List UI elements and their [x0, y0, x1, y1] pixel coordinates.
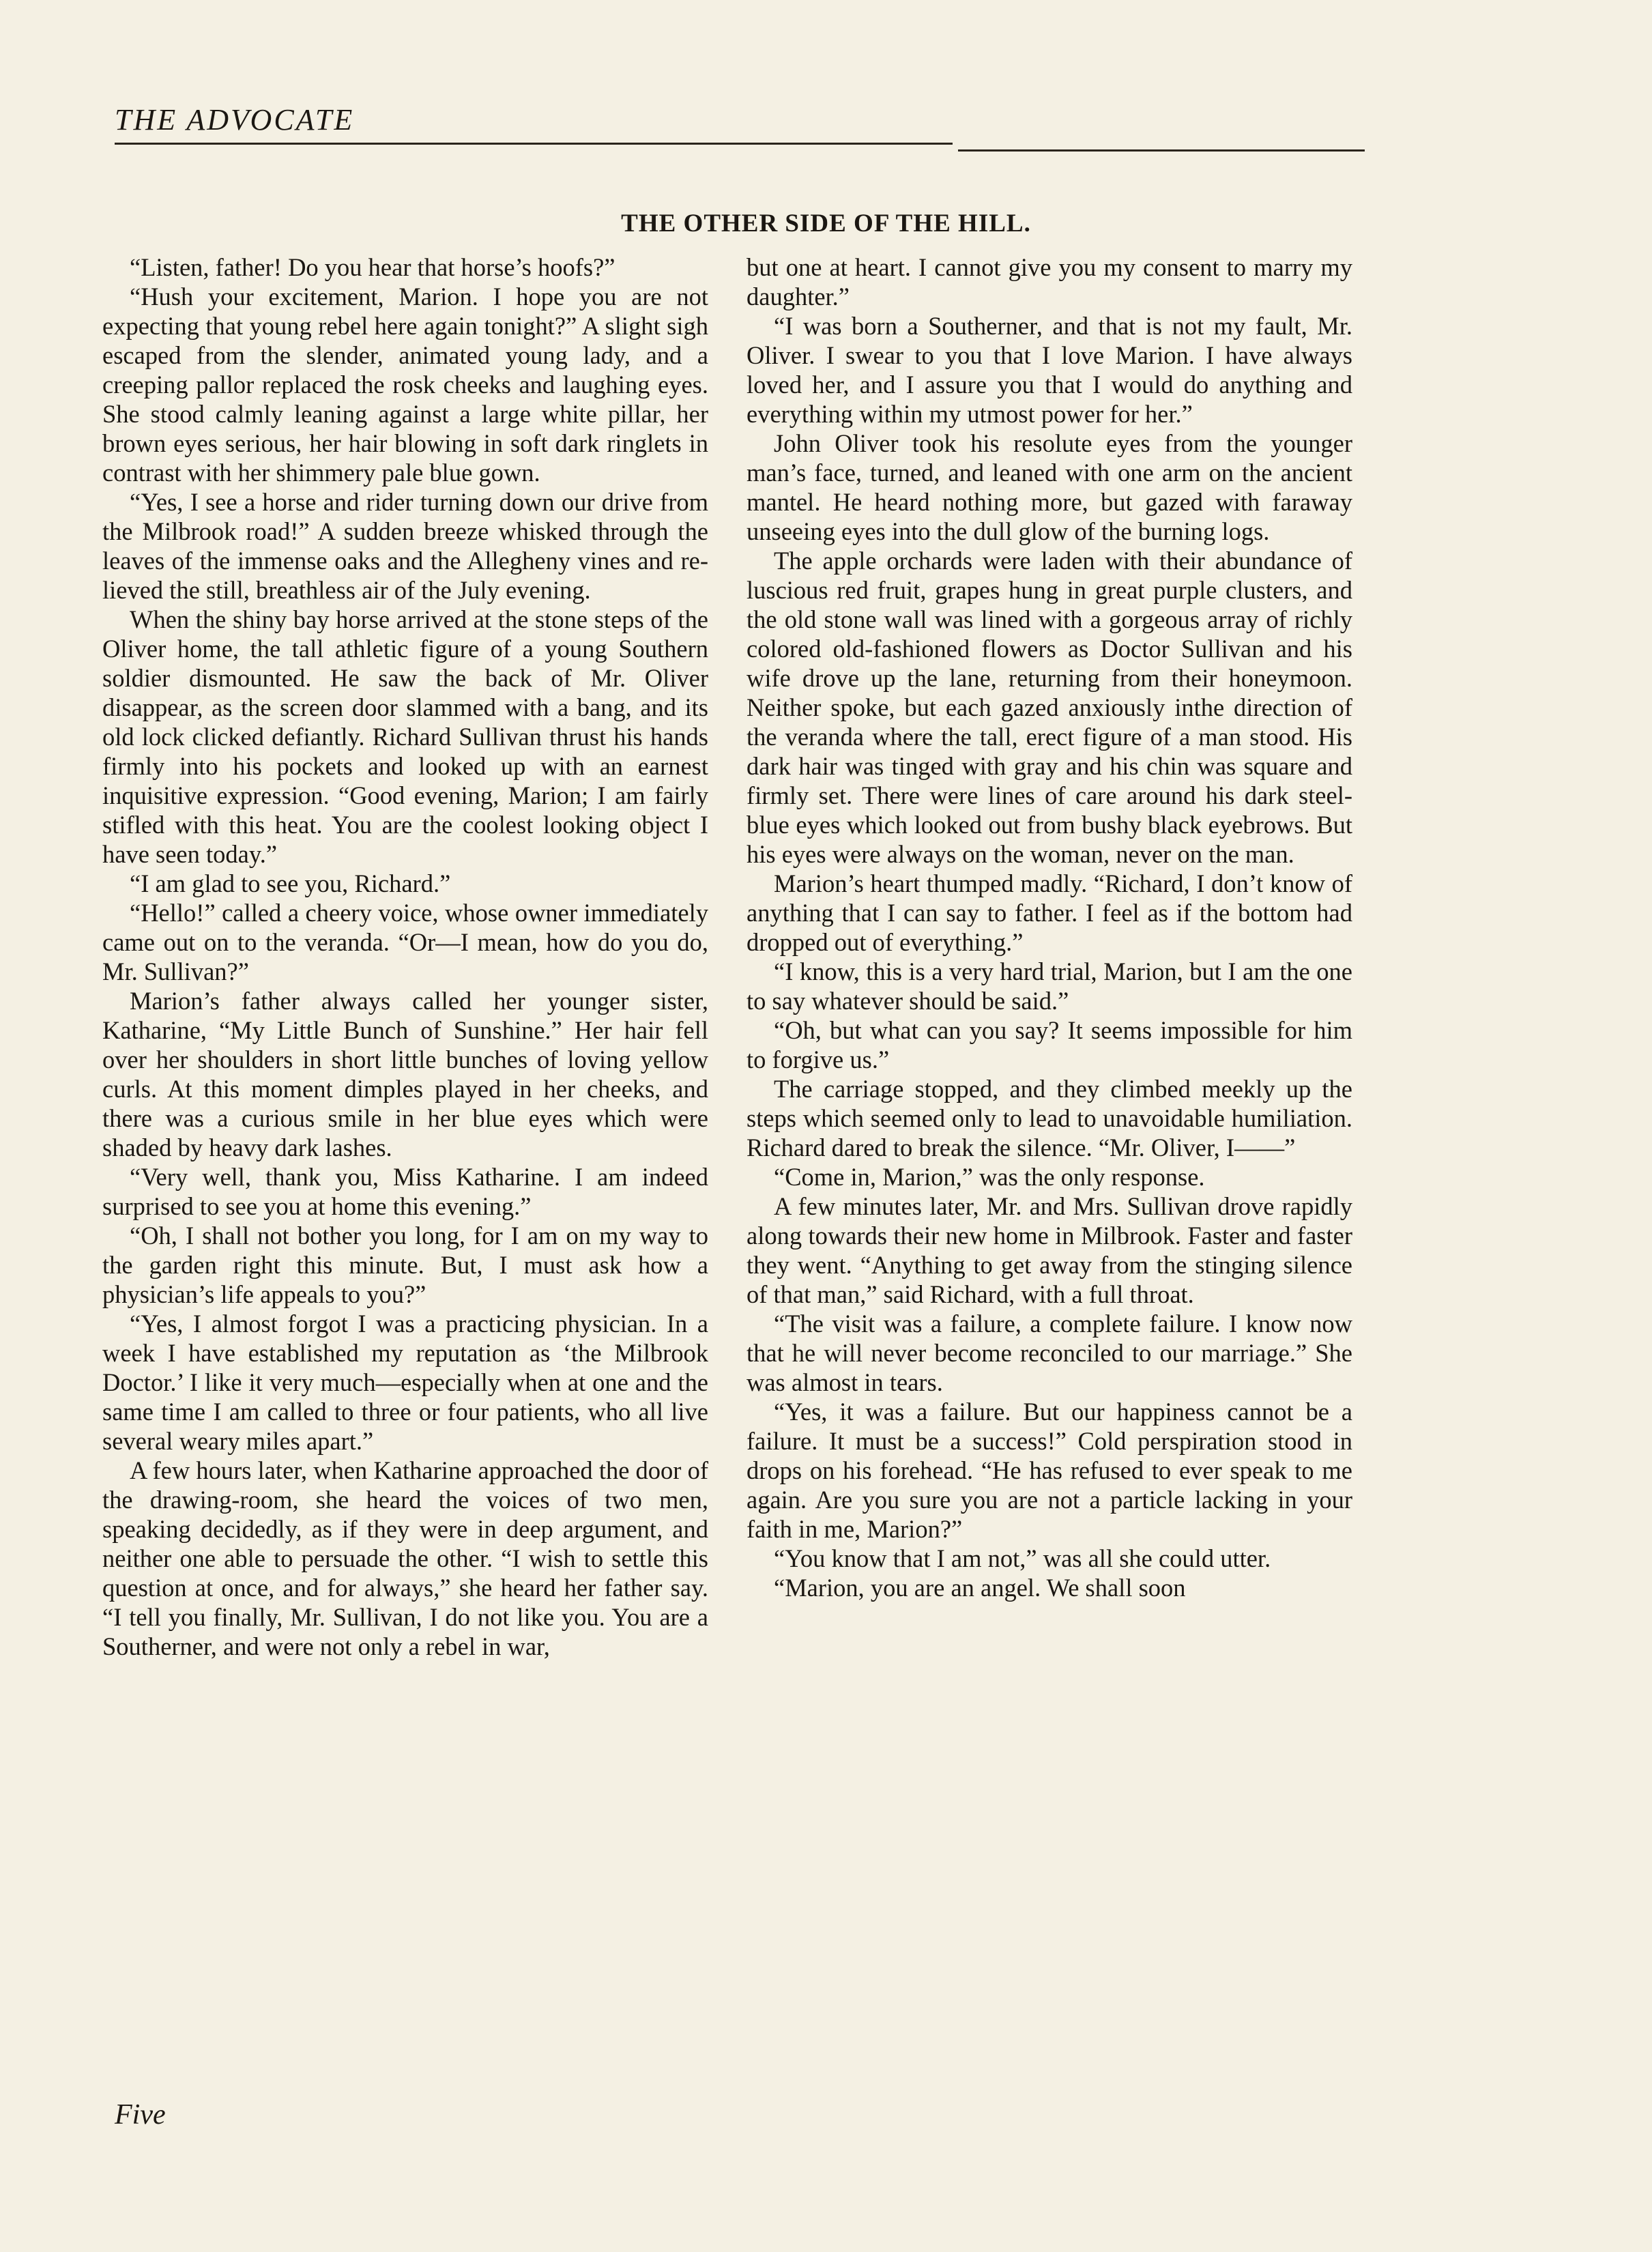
header-rule-left: [115, 143, 953, 145]
paragraph: “The visit was a failure, a complete failure. I know now that he will never become reconciled to our marriage.” She was almost in tears.: [747, 1310, 1352, 1396]
header-rule-right: [958, 149, 1365, 151]
paragraph: When the shiny bay horse arrived at the stone steps of the Oliver home, the tall athletic figure of a young Southern soldier dismounted. He saw the back of Mr. Oliver disappear, as the screen door slammed with a bang, and its old lock clicked defiantly. Richard Sullivan thrust his hands firmly into his pockets and looked up with an earnest inquisitive expression. “Good evening, Marion; I am fairly stifled with this heat. You are the coolest looking object I have seen today.”: [102, 605, 708, 868]
running-header: THE ADVOCATE: [115, 103, 355, 136]
paragraph: Marion’s heart thumped madly. “Richard, I don’t know of anything that I can say to father. I feel as if the bottom had dropped out of everything.”: [747, 869, 1352, 956]
paragraph: A few hours later, when Katharine approached the door of the drawing-room, she heard the voices of two men, speaking decidedly, as if they were in deep argument, and neither one able to persuade the other. “I wish to settle this question at once, and for always,” she heard her father say. “I tell you finally, Mr. Sullivan, I do not like you. You are a Southerner, and were not only a rebel in war,: [102, 1456, 708, 1660]
paragraph-continued: but one at heart. I cannot give you my consent to marry my daughter.”: [747, 253, 1352, 311]
paragraph: “I know, this is a very hard trial, Marion, but I am the one to say whatever should be said.”: [747, 957, 1352, 1015]
paragraph: “Oh, I shall not bother you long, for I am on my way to the garden right this minute. But, I must ask how a physician’s life appeals to you?”: [102, 1222, 708, 1308]
page-number: Five: [115, 2099, 166, 2131]
paragraph: “Hush your excitement, Marion. I hope you are not expecting that young rebel here again tonight?” A slight sigh escaped from the slender, animated young lady, and a creeping pallor replaced the rosk cheeks and laughing eyes. She stood calmly leaning against a large white pillar, her brown eyes serious, her hair blowing in soft dark ringlets in contrast with her shimmery pale blue gown.: [102, 283, 708, 487]
paragraph: “Yes, I almost forgot I was a practicing physician. In a week I have established my reputation as ‘the Milbrook Doctor.’ I like it very much—especially when at one and the same time I am called to three or four patients, who all live several weary miles apart.”: [102, 1310, 708, 1455]
paragraph: “I was born a Southerner, and that is not my fault, Mr. Oliver. I swear to you that I love Marion. I have always loved her, and I assure you that I would do anything and everything within my utmost power for her.”: [747, 312, 1352, 428]
paragraph: “Yes, I see a horse and rider turning down our drive from the Milbrook road!” A sudden breeze whisked through the leaves of the immense oaks and the Allegheny vines and relieved the still, breathless air of the July evening.: [102, 488, 708, 604]
paragraph: “Come in, Marion,” was the only response.: [774, 1163, 1205, 1191]
paragraph: “Hello!” called a cheery voice, whose owner immediately came out on to the veranda. “Or—I mean, how do you do, Mr. Sullivan?”: [102, 899, 708, 985]
left-column: [102, 252, 708, 1661]
right-column: [747, 252, 1352, 1602]
paragraph: Marion’s father always called her younger sister, Katharine, “My Little Bunch of Sunshine.” Her hair fell over her shoulders in short little bunches of loving yellow curls. At this moment dimples played in her cheeks, and there was a curious smile in her blue eyes which were shaded by heavy dark lashes.: [102, 987, 708, 1161]
paragraph: “Oh, but what can you say? It seems impossible for him to forgive us.”: [747, 1016, 1352, 1073]
article-title: THE OTHER SIDE OF THE HILL.: [621, 210, 1031, 237]
paragraph: A few minutes later, Mr. and Mrs. Sullivan drove rapidly along towards their new home in Milbrook. Faster and faster they went. “Anything to get away from the stinging silence of that man,” said Richard, with a full throat.: [747, 1192, 1352, 1308]
paragraph: “Yes, it was a failure. But our happiness cannot be a failure. It must be a success!” Cold perspiration stood in drops on his forehead. “He has refused to ever speak to me again. Are you sure you are not a particle lacking in your faith in me, Marion?”: [747, 1398, 1352, 1543]
paragraph: “Listen, father! Do you hear that horse’s hoofs?”: [130, 253, 615, 281]
paragraph: “I am glad to see you, Richard.”: [130, 869, 451, 897]
paragraph: The carriage stopped, and they climbed meekly up the steps which seemed only to lead to unavoidable humiliation. Richard dared to break the silence. “Mr. Oliver, I——”: [747, 1075, 1352, 1161]
paragraph: “You know that I am not,” was all she could utter.: [774, 1544, 1271, 1572]
paragraph: “Marion, you are an angel. We shall soon: [774, 1574, 1186, 1602]
paragraph: “Very well, thank you, Miss Katharine. I am indeed surprised to see you at home this evening.”: [102, 1163, 708, 1220]
paragraph: John Oliver took his resolute eyes from the younger man’s face, turned, and leaned with one arm on the ancient mantel. He heard nothing more, but gazed with faraway unseeing eyes into the dull glow of the burning logs.: [747, 429, 1352, 545]
paragraph: The apple orchards were laden with their abundance of luscious red fruit, grapes hung in great purple clusters, and the old stone wall was lined with a gorgeous array of richly colored old-fashioned flowers as Doctor Sullivan and his wife drove up the lane, returning from their honeymoon. Neither spoke, but each gazed anxiously inthe direction of the veranda where the tall, erect figure of a man stood. His dark hair was tinged with gray and his chin was square and firmly set. There were lines of care around his dark steel-blue eyes which looked out from bushy black eyebrows. But his eyes were always on the woman, never on the man.: [747, 547, 1352, 868]
